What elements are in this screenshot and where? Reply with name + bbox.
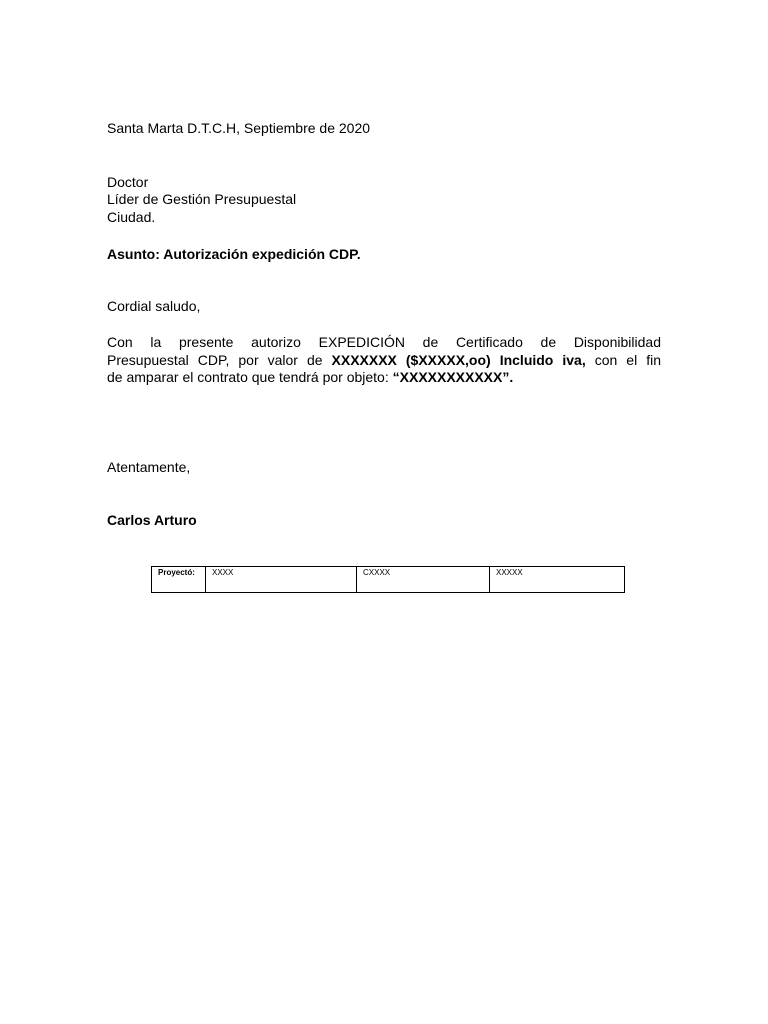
footer-cell-2: CXXXX: [357, 567, 490, 593]
footer-table-row: [152, 567, 625, 593]
contract-object: “XXXXXXXXXXX”.: [392, 369, 514, 385]
body-line-1: Con la presente autorizo EXPEDICIÓN de Certificado de Disponibilidad: [107, 334, 661, 350]
footer-table: [151, 566, 625, 593]
body-paragraph: [107, 334, 661, 387]
body-line-2-start: Presupuestal CDP, por valor de: [107, 351, 332, 368]
body-line-2: [107, 352, 661, 370]
signer-name: Carlos Arturo: [107, 512, 197, 528]
recipient-title: Doctor: [107, 174, 149, 190]
subject-line: Asunto: Autorización expedición CDP.: [107, 246, 361, 262]
closing: Atentamente,: [107, 459, 191, 475]
footer-cell-1: XXXX: [206, 567, 357, 593]
body-line-2-end: con el fin: [585, 351, 661, 368]
amount-text: XXXXXXX ($XXXXX,oo) Incluido iva,: [331, 351, 586, 368]
body-line-3-start: de amparar el contrato que tendrá por objeto:: [107, 369, 393, 385]
greeting: Cordial saludo,: [107, 298, 201, 314]
footer-cell-3: XXXXX: [490, 567, 625, 593]
footer-label-cell: Proyectó:: [152, 567, 206, 593]
body-line-3: [107, 369, 661, 387]
place-date: Santa Marta D.T.C.H, Septiembre de 2020: [107, 120, 371, 136]
recipient-position: Líder de Gestión Presupuestal: [107, 191, 297, 207]
recipient-city: Ciudad.: [107, 209, 156, 225]
